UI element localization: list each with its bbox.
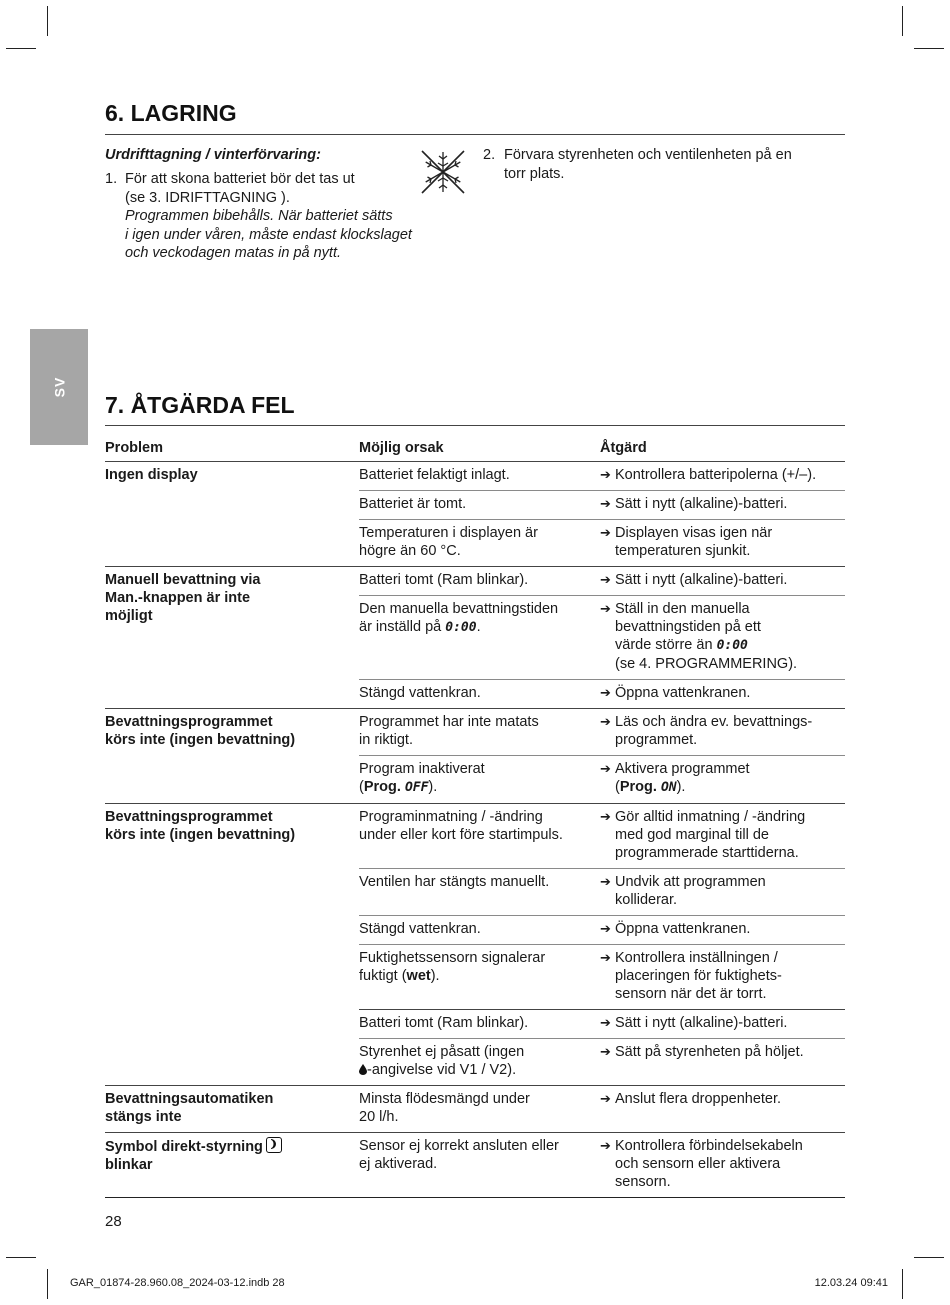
cause-text: under eller kort före startimpuls.: [359, 827, 563, 843]
arrow-right-icon: ➔: [600, 874, 611, 889]
cause-text: Sensor ej korrekt ansluten eller: [359, 1138, 559, 1154]
item-2-line: Förvara styrenheten och ventilenheten på en: [504, 147, 792, 163]
action-text: Öppna vattenkranen.: [615, 921, 751, 937]
cause-text: Fuktighetssensorn signalerar: [359, 950, 546, 966]
item-1-line: (se 3. IDRIFTTAGNING ).: [125, 189, 290, 206]
action-text: (: [615, 779, 620, 795]
item-1-note: Programmen bibehålls. När batteriet sätts: [125, 208, 393, 224]
footer-date-time: 12.03.24 09:41: [814, 1277, 888, 1289]
action-cell: [600, 916, 845, 945]
action-cell: [600, 1010, 845, 1039]
problem-cell: [105, 1086, 359, 1133]
action-text: Öppna vattenkranen.: [615, 685, 751, 701]
action-text: programmet.: [615, 732, 698, 748]
action-text: Gör alltid inmatning / -ändring: [615, 809, 806, 825]
item-1-note: och veckodagen matas in på nytt.: [125, 245, 342, 261]
action-text: bevattningstiden på ett: [615, 619, 761, 635]
crop-mark: [914, 1257, 944, 1258]
problem-text: Ingen display: [105, 467, 198, 483]
arrow-right-icon: ➔: [600, 1091, 611, 1106]
crop-mark: [914, 48, 944, 49]
cause-text: Ventilen har stängts manuellt.: [359, 874, 550, 890]
cause-bold: wet: [406, 968, 431, 984]
cause-text: Styrenhet ej påsatt (ingen: [359, 1044, 525, 1060]
action-text: sensorn när det är torrt.: [615, 986, 767, 1002]
troubleshooting-table: [105, 436, 845, 1198]
cause-text: 20 l/h.: [359, 1109, 399, 1125]
lcd-value: ON: [660, 780, 677, 795]
cause-text: Den manuella bevattningstiden: [359, 601, 559, 617]
cause-cell: [359, 520, 600, 567]
problem-text: Bevattningsprogrammet: [105, 714, 273, 730]
crop-mark: [6, 1257, 36, 1258]
cause-cell: [359, 756, 600, 804]
cause-cell: [359, 680, 600, 709]
cause-cell: [359, 1010, 600, 1039]
cause-cell: [359, 567, 600, 596]
action-text: kolliderar.: [615, 892, 678, 908]
action-cell: [600, 869, 845, 916]
action-text: programmerade starttiderna.: [615, 845, 799, 861]
arrow-right-icon: ➔: [600, 1015, 611, 1030]
column-header-cause: Möjlig orsak: [359, 436, 600, 462]
arrow-right-icon: ➔: [600, 525, 611, 540]
action-cell: [600, 1133, 845, 1198]
arrow-right-icon: ➔: [600, 921, 611, 936]
problem-text: körs inte (ingen bevattning): [105, 732, 296, 748]
action-text: Sätt på styrenheten på höljet.: [615, 1044, 804, 1060]
table-row: [105, 462, 845, 491]
arrow-right-icon: ➔: [600, 950, 611, 965]
column-header-problem: Problem: [105, 436, 359, 462]
item-2-text: [504, 146, 834, 183]
cause-text: in riktigt.: [359, 732, 413, 748]
action-text: Kontrollera batteripolerna (+/–).: [615, 467, 817, 483]
action-text: Sätt i nytt (alkaline)-batteri.: [615, 572, 788, 588]
action-cell: [600, 1086, 845, 1133]
problem-text: Bevattningsprogrammet: [105, 809, 273, 825]
item-1-text: [125, 170, 445, 263]
cause-text: fuktigt (: [359, 968, 407, 984]
arrow-right-icon: ➔: [600, 1044, 611, 1059]
problem-text: Manuell bevattning via: [105, 572, 261, 588]
section-6-subheading: Urdrifttagning / vinterförvaring:: [105, 147, 321, 163]
cause-bold: Prog.: [363, 779, 405, 795]
cause-text: Programmet har inte matats: [359, 714, 539, 730]
arrow-right-icon: ➔: [600, 601, 611, 616]
arrow-right-icon: ➔: [600, 714, 611, 729]
cause-text: Stängd vattenkran.: [359, 685, 481, 701]
problem-text: Bevattningsautomatiken: [105, 1091, 274, 1107]
section-6-rule: [105, 134, 845, 135]
problem-cell: [105, 804, 359, 1086]
cause-cell: [359, 804, 600, 869]
problem-cell: [105, 567, 359, 709]
cause-text: ).: [428, 779, 438, 795]
crop-mark: [902, 6, 903, 36]
item-2-number: 2.: [483, 147, 496, 163]
crop-mark: [902, 1269, 903, 1299]
section-7-heading: 7. ÅTGÄRDA FEL: [105, 392, 295, 418]
lcd-value: 0:00: [716, 638, 748, 653]
crop-mark: [6, 48, 36, 49]
cause-text: Stängd vattenkran.: [359, 921, 481, 937]
action-cell: [600, 945, 845, 1010]
problem-text: möjligt: [105, 608, 153, 624]
arrow-right-icon: ➔: [600, 496, 611, 511]
action-cell: [600, 567, 845, 596]
snowflake-icon: [420, 149, 466, 195]
action-text: Anslut flera droppenheter.: [615, 1091, 782, 1107]
column-header-action: Åtgärd: [600, 436, 845, 462]
language-tab-label: SV: [51, 376, 67, 398]
cause-text: Programinmatning / -ändring: [359, 809, 543, 825]
action-cell: [600, 596, 845, 680]
action-text: temperaturen sjunkit.: [615, 543, 751, 559]
cause-text: ).: [430, 968, 440, 984]
action-cell: [600, 1039, 845, 1086]
lcd-value: OFF: [404, 780, 429, 795]
table-row: [105, 804, 845, 869]
problem-cell: [105, 709, 359, 804]
problem-text: blinkar: [105, 1157, 153, 1173]
cause-cell: [359, 709, 600, 756]
action-cell: [600, 756, 845, 804]
cause-text: -angivelse vid V1 / V2).: [367, 1062, 517, 1078]
cause-text: ej aktiverad.: [359, 1156, 438, 1172]
arrow-right-icon: ➔: [600, 761, 611, 776]
arrow-right-icon: ➔: [600, 572, 611, 587]
action-text: Sätt i nytt (alkaline)-batteri.: [615, 496, 788, 512]
cause-cell: [359, 462, 600, 491]
lcd-value: 0:00: [445, 620, 477, 635]
cause-text: Minsta flödesmängd under: [359, 1091, 530, 1107]
cause-cell: [359, 945, 600, 1010]
action-text: Displayen visas igen när: [615, 525, 773, 541]
footer-file-info: GAR_01874-28.960.08_2024-03-12.indb 28: [70, 1277, 285, 1289]
cause-cell: [359, 869, 600, 916]
cause-cell: [359, 916, 600, 945]
action-text: placeringen för fuktighets-: [615, 968, 782, 984]
action-text: Kontrollera förbindelsekabeln: [615, 1138, 803, 1154]
table-row: [105, 567, 845, 596]
language-tab: [30, 329, 88, 445]
direct-control-symbol-icon: [266, 1137, 282, 1153]
action-text: med god marginal till de: [615, 827, 769, 843]
section-6-heading: 6. LAGRING: [105, 100, 237, 126]
item-1-number: 1.: [105, 171, 118, 187]
water-drop-icon: [359, 1064, 367, 1075]
action-text: och sensorn eller aktivera: [615, 1156, 781, 1172]
action-text: sensorn.: [615, 1174, 671, 1190]
crop-mark: [47, 1269, 48, 1299]
table-row: [105, 1086, 845, 1133]
item-2-line: torr plats.: [504, 165, 565, 182]
action-text: Kontrollera inställningen /: [615, 950, 778, 966]
arrow-right-icon: ➔: [600, 809, 611, 824]
action-text: ).: [676, 779, 686, 795]
table-row: [105, 1133, 845, 1198]
action-bold: Prog.: [619, 779, 661, 795]
arrow-right-icon: ➔: [600, 467, 611, 482]
item-1-line: För att skona batteriet bör det tas ut: [125, 171, 355, 187]
arrow-right-icon: ➔: [600, 1138, 611, 1153]
cause-text: är inställd på: [359, 619, 446, 635]
cause-text: (: [359, 779, 364, 795]
problem-cell: [105, 1133, 359, 1198]
cause-text: Program inaktiverat: [359, 761, 485, 777]
section-7-rule: [105, 425, 845, 426]
action-text: Sätt i nytt (alkaline)-batteri.: [615, 1015, 788, 1031]
action-cell: [600, 709, 845, 756]
cause-cell: [359, 1039, 600, 1086]
cause-cell: [359, 1086, 600, 1133]
table-header-row: [105, 436, 845, 462]
cause-text: Temperaturen i displayen är: [359, 525, 538, 541]
action-text: värde större än: [615, 637, 717, 653]
crop-mark: [47, 6, 48, 36]
problem-cell: [105, 462, 359, 567]
action-cell: [600, 680, 845, 709]
cause-cell: [359, 491, 600, 520]
cause-text: Batteri tomt (Ram blinkar).: [359, 572, 529, 588]
problem-text: Symbol direkt-styrning: [105, 1139, 263, 1155]
cause-text: Batteri tomt (Ram blinkar).: [359, 1015, 529, 1031]
cause-text: högre än 60 °C.: [359, 543, 461, 559]
action-text: Ställ in den manuella: [615, 601, 750, 617]
action-text: Undvik att programmen: [615, 874, 766, 890]
cause-cell: [359, 596, 600, 680]
problem-text: körs inte (ingen bevattning): [105, 827, 296, 843]
cause-text: .: [476, 619, 481, 635]
table-row: [105, 709, 845, 756]
problem-text: stängs inte: [105, 1109, 182, 1125]
arrow-right-icon: ➔: [600, 685, 611, 700]
cause-text: Batteriet felaktigt inlagt.: [359, 467, 510, 483]
action-cell: [600, 520, 845, 567]
cause-cell: [359, 1133, 600, 1198]
action-cell: [600, 804, 845, 869]
action-text: Läs och ändra ev. bevattnings-: [615, 714, 813, 730]
action-cell: [600, 462, 845, 491]
cause-text: Batteriet är tomt.: [359, 496, 467, 512]
action-cell: [600, 491, 845, 520]
item-1-note: i igen under våren, måste endast klockslaget: [125, 226, 412, 243]
problem-text: Man.-knappen är inte: [105, 590, 251, 606]
action-text: (se 4. PROGRAMMERING).: [615, 656, 798, 672]
page-number: 28: [105, 1213, 122, 1230]
action-text: Aktivera programmet: [615, 761, 750, 777]
